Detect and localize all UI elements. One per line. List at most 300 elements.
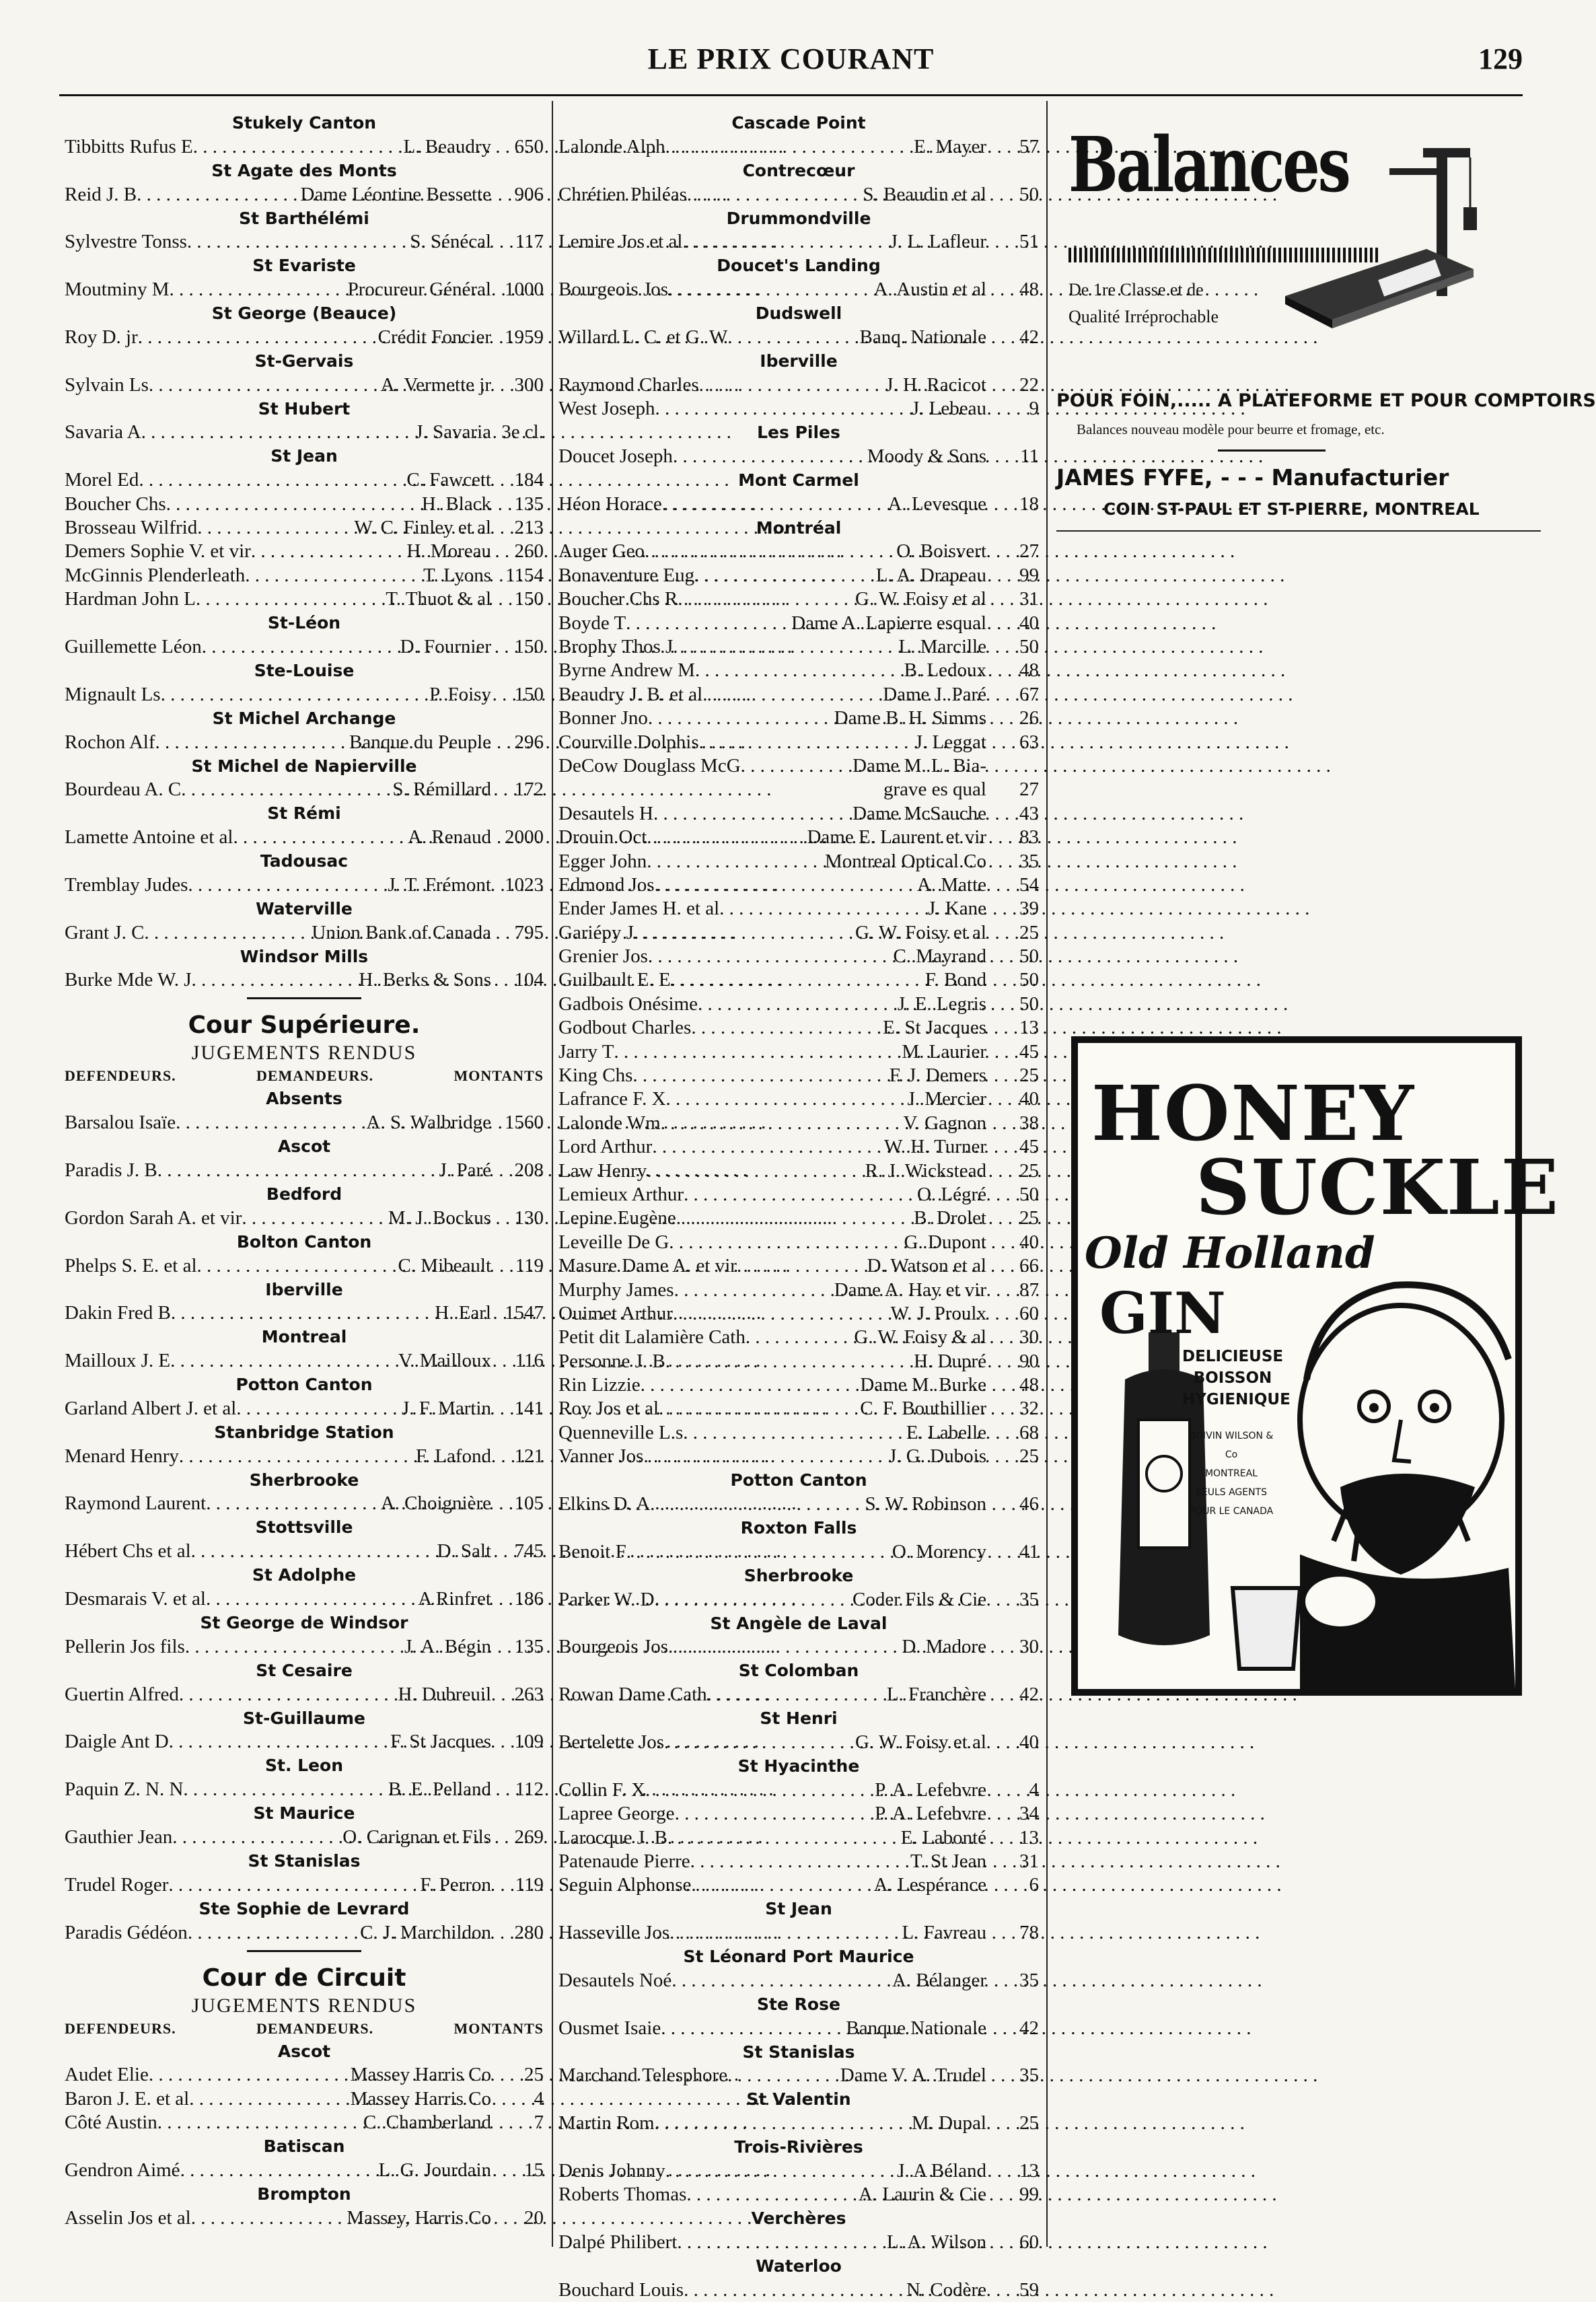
defendant-name: Savaria A xyxy=(65,421,141,443)
place-heading: Ascot xyxy=(277,1137,331,1157)
judgment-row xyxy=(558,1135,1039,1159)
amount: 35 xyxy=(1019,2064,1039,2087)
header-defendants: DEFENDEURS. xyxy=(65,2019,176,2037)
plaintiff-name: P. Foisy xyxy=(429,683,491,705)
plaintiff-name: Dame M. L. Bia- xyxy=(853,754,986,777)
amount: 38 xyxy=(1019,1112,1039,1134)
amount: 1560 xyxy=(505,1112,544,1134)
defendant-name: Seguin Alphonse xyxy=(558,1874,692,1896)
plaintiff-name: D. Salt xyxy=(437,1540,491,1562)
place-heading: Bolton Canton xyxy=(236,1231,372,1252)
judgments-list xyxy=(65,2040,544,2230)
place-heading: Potton Canton xyxy=(235,1375,373,1395)
dot-leader xyxy=(179,1683,398,1706)
dot-leader xyxy=(668,278,873,301)
defendant-name: Roberts Thomas xyxy=(558,2184,687,2206)
defendant-name: Jarry T xyxy=(558,1040,614,1063)
defendant-name: Asselin Jos et al xyxy=(65,2206,191,2229)
amount: 745 xyxy=(514,1540,544,1562)
plaintiff-name: S. W. Robinson xyxy=(865,1493,986,1515)
dot-leader xyxy=(669,1231,904,1254)
plaintiff-name: W. H. Turner xyxy=(883,1136,986,1158)
plaintiff-name: C. Mayrand xyxy=(893,945,986,968)
judgment-row xyxy=(65,278,544,301)
defendant-name: Lalonde Wm xyxy=(558,1112,661,1134)
plaintiff-name: E. Labonté xyxy=(900,1826,986,1848)
defendant-name: Bertelette Jos xyxy=(558,1731,665,1753)
place-heading: St Colomban xyxy=(738,1661,859,1681)
defendant-name: Gariépy J xyxy=(558,921,634,943)
plaintiff-name: G. W. Foisy et al xyxy=(855,588,986,610)
judgment-row xyxy=(558,921,1039,944)
dot-leader xyxy=(687,183,863,207)
judgment-row xyxy=(558,659,1039,682)
defendant-name: Côté Austin xyxy=(65,2112,157,2134)
dot-leader xyxy=(665,135,914,159)
dot-leader xyxy=(193,135,404,159)
defendant-name: Pellerin Jos fils xyxy=(65,1635,185,1657)
plaintiff-name: L. Favreau xyxy=(902,1922,986,1944)
judgment-row xyxy=(558,1683,1039,1706)
defendant-name: Law Henry xyxy=(558,1159,647,1182)
plaintiff-name: L. Franchère xyxy=(886,1684,986,1706)
amount: 1959 xyxy=(505,326,544,348)
judgment-row xyxy=(558,1873,1039,1897)
amount: 15 xyxy=(524,2159,544,2181)
dot-leader xyxy=(161,683,430,707)
defendant-name: Dakin Fred B xyxy=(65,1302,171,1324)
place-heading: Iberville xyxy=(760,351,838,371)
dot-leader xyxy=(655,873,917,897)
court-title: Cour de Circuit xyxy=(202,1964,406,1992)
judgment-row xyxy=(558,492,1039,515)
amount: 26 xyxy=(1019,707,1039,729)
dot-leader xyxy=(137,183,300,207)
judgment-row xyxy=(65,682,544,706)
place-heading: St George de Windsor xyxy=(200,1613,408,1633)
dot-leader xyxy=(676,1207,914,1230)
judgment-row xyxy=(558,1826,1039,1849)
plaintiff-name: Montreal Optical Co xyxy=(824,850,986,872)
place-heading: St-Guillaume xyxy=(242,1708,366,1728)
place-heading: Mont Carmel xyxy=(738,470,859,490)
judgment-row xyxy=(558,1040,1039,1063)
plaintiff-name: O. Carignan et Fils xyxy=(342,1826,491,1848)
dot-leader xyxy=(698,993,898,1016)
amount: 13 xyxy=(1019,1017,1039,1039)
plaintiff-name: A. Choignière xyxy=(380,1492,491,1515)
defendant-name: Hardman John L xyxy=(65,588,196,610)
court-title: Cour Supérieure. xyxy=(188,1011,421,1040)
place-heading: St Michel de Napierville xyxy=(191,756,417,776)
amount: 9 xyxy=(1029,398,1039,420)
judgment-row xyxy=(558,945,1039,968)
amount: 269 xyxy=(514,1826,544,1848)
defendant-name: Willard L. C. et G. W xyxy=(558,326,728,348)
judgment-row xyxy=(558,1850,1039,1873)
place-heading: Montréal xyxy=(756,517,842,538)
dot-leader xyxy=(641,1373,861,1397)
plaintiff-name: Banque du Peuple xyxy=(349,731,491,753)
plaintiff-name: Dame A. Hay et vir xyxy=(834,1279,986,1301)
amount: 60 xyxy=(1019,2231,1039,2254)
place-heading: Les Piles xyxy=(757,423,840,443)
judgment-row xyxy=(65,1254,544,1277)
plaintiff-name: A. Levesque xyxy=(887,493,986,515)
defendant-name: Petit dit Lalamière Cath xyxy=(558,1326,746,1348)
dot-leader xyxy=(672,1969,892,1992)
ad-text: POUR FOIN,..... A PLATEFORME ET POUR COMPTOIRS xyxy=(1056,390,1596,411)
defendant-name: Collin F. X xyxy=(558,1778,646,1801)
defendant-name: Lafrance F. X xyxy=(558,1088,666,1110)
dot-leader xyxy=(699,731,915,754)
judgment-row xyxy=(558,2016,1039,2040)
amount: 150 xyxy=(514,588,544,610)
amount: 66 xyxy=(1019,1255,1039,1277)
amount: 87 xyxy=(1019,1279,1039,1301)
ad-tagline-line: BOISSON xyxy=(1193,1369,1272,1387)
plaintiff-name: J. A Béland xyxy=(897,2159,986,2182)
defendant-name: Ouimet Arthur xyxy=(558,1302,673,1324)
dot-leader xyxy=(172,1826,342,1849)
ad-rule xyxy=(1218,449,1326,452)
judgment-row xyxy=(65,182,544,206)
ad-agent-line: SEULS AGENTS POUR LE CANADA xyxy=(1189,1487,1274,1517)
judgment-row xyxy=(558,992,1039,1015)
ad-product-name: Old Holland xyxy=(1085,1228,1375,1279)
place-heading: St Maurice xyxy=(253,1803,355,1824)
defendant-name: Gadbois Onésime xyxy=(558,993,698,1015)
amount: 4 xyxy=(1029,1778,1039,1801)
place-heading: Stottsville xyxy=(255,1517,353,1538)
place-heading: Batiscan xyxy=(263,2136,345,2157)
plaintiff-name: S. Beaudin et al xyxy=(863,183,986,205)
place-heading: Montreal xyxy=(261,1327,347,1347)
defendant-name: Gordon Sarah A. et vir xyxy=(65,1207,242,1229)
defendant-name: Quenneville L.s xyxy=(558,1421,684,1443)
amount: 39 xyxy=(1019,898,1039,920)
ad-rule xyxy=(1056,530,1541,532)
dot-leader xyxy=(664,1731,855,1754)
amount: 60 xyxy=(1019,1302,1039,1324)
header-plaintiffs: DEMANDEURS. xyxy=(256,1067,374,1085)
judgment-row xyxy=(65,421,544,444)
plaintiff-name: H. Black xyxy=(421,493,491,515)
dot-leader xyxy=(659,1397,860,1420)
dot-leader xyxy=(626,612,791,635)
judgment-row xyxy=(65,1730,544,1754)
judgment-row xyxy=(558,563,1039,587)
defendant-name: Bonner Jno xyxy=(558,707,648,729)
amount: 11 xyxy=(1020,445,1039,467)
judgment-row xyxy=(65,563,544,587)
defendant-name: Lamette Antoine et al xyxy=(65,826,233,849)
judgment-row xyxy=(65,1540,544,1563)
dot-leader xyxy=(168,1873,420,1897)
judgment-row xyxy=(558,635,1039,659)
dot-leader xyxy=(702,683,883,707)
plaintiff-name: F. Bond xyxy=(924,969,986,991)
dot-leader xyxy=(191,2206,347,2230)
dot-leader xyxy=(673,1302,891,1326)
amount: 1023 xyxy=(505,873,544,896)
plaintiff-name: O. Boisvert xyxy=(896,540,986,563)
dot-leader xyxy=(674,1279,834,1302)
defendant-name: Daigle Ant D xyxy=(65,1731,169,1753)
column-headers xyxy=(65,1065,544,1087)
judgment-row xyxy=(65,2206,544,2229)
plaintiff-name: grave es qual xyxy=(883,779,986,801)
defendant-name: Bourgeois Jos xyxy=(558,1636,669,1658)
judgment-row xyxy=(65,516,544,540)
dot-leader xyxy=(647,826,807,849)
dot-leader xyxy=(233,826,408,849)
defendant-name: Grant J. C xyxy=(65,921,145,943)
dot-leader xyxy=(169,1730,390,1754)
amount: 104 xyxy=(514,969,544,991)
place-heading: Stanbridge Station xyxy=(214,1422,394,1442)
dot-leader xyxy=(149,2063,351,2087)
plaintiff-name: M. Laurier xyxy=(902,1040,986,1063)
place-heading: St-Gervais xyxy=(254,351,354,371)
judgment-row xyxy=(65,587,544,611)
defendant-name: Grenier Jos xyxy=(558,945,648,968)
judgment-row xyxy=(558,1397,1039,1420)
plaintiff-name: J. F. Martin xyxy=(401,1397,491,1419)
dot-leader xyxy=(157,1159,439,1182)
place-heading: Brompton xyxy=(257,2184,351,2204)
judgment-row xyxy=(65,1444,544,1468)
dot-leader xyxy=(645,1778,875,1802)
defendant-name: Boucher Chs xyxy=(65,493,166,515)
judgment-row xyxy=(558,873,1039,897)
judgment-row xyxy=(65,778,544,801)
amount: 25 xyxy=(1019,1445,1039,1468)
amount: 46 xyxy=(1019,1493,1039,1515)
judgment-row xyxy=(558,2278,1039,2302)
plaintiff-name: M. J. Bockus xyxy=(388,1207,491,1229)
dot-leader xyxy=(682,230,890,254)
amount: 263 xyxy=(514,1683,544,1705)
dot-leader xyxy=(665,1350,914,1373)
plaintiff-name: J. Leggat xyxy=(914,731,986,753)
plaintiff-name: J. Paré xyxy=(439,1159,491,1182)
page-header xyxy=(59,42,1523,89)
plaintiff-name: W. C. Finley et al xyxy=(354,517,491,539)
amount: 50 xyxy=(1019,969,1039,991)
plaintiff-name: L. G. Jourdain xyxy=(378,2159,491,2181)
place-heading: Sherbrooke xyxy=(743,1565,854,1585)
plaintiff-name: Coder Fils & Cie xyxy=(853,1588,986,1610)
plaintiff-name: C. F. Bouthillier xyxy=(860,1398,986,1420)
amount: 40 xyxy=(1019,612,1039,634)
judgment-row xyxy=(558,754,1039,778)
defendant-name: Masure Dame A. et vir xyxy=(558,1255,737,1277)
plaintiff-name: F. St Jacques xyxy=(390,1731,491,1753)
judgment-row xyxy=(558,1111,1039,1135)
plaintiff-name: O. Légré xyxy=(916,1183,986,1205)
judgment-row xyxy=(65,635,544,659)
column-headers xyxy=(65,2018,544,2040)
place-heading: St Michel Archange xyxy=(212,708,396,728)
place-heading: Drummondville xyxy=(726,208,871,228)
amount: 3e cl. xyxy=(501,421,544,443)
amount: 83 xyxy=(1019,826,1039,849)
plaintiff-name: A Rinfret xyxy=(418,1588,491,1610)
plaintiff-name: Moody & Sons xyxy=(867,445,986,467)
place-heading: Waterloo xyxy=(756,2256,842,2276)
dot-leader xyxy=(677,2231,886,2254)
defendant-name: Boyde T xyxy=(558,612,626,634)
honeysuckle-gin-advertisement xyxy=(1071,1036,1560,1696)
defendant-name: Lemire Jos et al xyxy=(558,231,683,253)
dot-leader xyxy=(170,278,348,301)
defendant-name: Bourgeois Jos xyxy=(558,279,669,301)
judgment-row xyxy=(558,230,1039,254)
place-heading: St Barthélémi xyxy=(239,208,369,228)
plaintiff-name: G. W. Foisy et al xyxy=(855,1731,986,1753)
plaintiff-name: Crédit Foncier xyxy=(377,326,491,348)
amount: 20 xyxy=(524,2206,544,2229)
plaintiff-name: J. Savaria xyxy=(415,421,491,443)
judgment-row xyxy=(65,1682,544,1706)
dot-leader xyxy=(645,540,896,563)
plaintiff-name: J. E. Legris xyxy=(897,993,986,1015)
plaintiff-name: E. St Jacques xyxy=(883,1017,986,1039)
amount: 31 xyxy=(1019,588,1039,610)
defendant-name: Menard Henry xyxy=(65,1445,179,1467)
place-heading: Potton Canton xyxy=(730,1470,867,1490)
amount: 13 xyxy=(1019,2159,1039,2182)
page-number: 129 xyxy=(1478,42,1523,75)
amount: 119 xyxy=(515,1254,544,1276)
amount: 30 xyxy=(1019,1636,1039,1658)
dot-leader xyxy=(614,1040,902,1064)
judgment-row xyxy=(65,1301,544,1325)
amount: 50 xyxy=(1019,183,1039,205)
judgment-row xyxy=(65,1778,544,1801)
dot-leader xyxy=(188,873,388,897)
place-heading: St Evariste xyxy=(252,256,356,276)
defendant-name: Lemieux Arthur xyxy=(558,1183,684,1205)
amount: 63 xyxy=(1019,731,1039,753)
dot-leader xyxy=(170,1349,398,1373)
balances-advertisement xyxy=(1056,108,1596,552)
judgment-row xyxy=(65,2063,544,2087)
place-heading: St Rémi xyxy=(267,803,341,824)
plaintiff-name: S. Sénécal xyxy=(410,231,491,253)
amount: 300 xyxy=(514,373,544,396)
amount: 150 xyxy=(514,683,544,705)
dot-leader xyxy=(675,1802,875,1826)
judgments-list xyxy=(65,111,544,992)
column-left xyxy=(65,111,544,2230)
plaintiff-name: D. Watson et al xyxy=(867,1255,986,1277)
defendant-name: Mignault Ls xyxy=(65,683,161,705)
defendant-name: Baron J. E. et al xyxy=(65,2087,190,2110)
place-heading: Bedford xyxy=(266,1184,342,1204)
place-heading: Dudswell xyxy=(755,303,842,324)
dot-leader xyxy=(719,897,928,921)
dot-leader xyxy=(196,587,386,611)
judgment-row xyxy=(65,540,544,563)
defendant-name: Boucher Chs R xyxy=(558,588,678,610)
amount: 795 xyxy=(514,921,544,943)
amount: 50 xyxy=(1019,1183,1039,1205)
dot-leader xyxy=(141,421,416,444)
judgment-row xyxy=(558,2183,1039,2206)
dot-leader xyxy=(236,1397,402,1420)
plaintiff-name: M. Dupal xyxy=(911,2112,986,2134)
judgment-row xyxy=(65,968,544,992)
dot-leader xyxy=(185,1635,404,1659)
defendant-name: Patenaude Pierre xyxy=(558,1850,690,1872)
place-heading: St George (Beauce) xyxy=(211,303,397,324)
amount: 35 xyxy=(1019,850,1039,872)
dot-leader xyxy=(661,2017,846,2040)
judgments-list xyxy=(558,111,1039,2302)
scale-illustration xyxy=(1278,128,1480,330)
amount: 40 xyxy=(1019,1731,1039,1753)
dot-leader xyxy=(691,1016,883,1040)
dot-leader xyxy=(647,850,825,873)
header-plaintiffs: DEMANDEURS. xyxy=(256,2019,374,2037)
plaintiff-name: Massey Harris Co xyxy=(350,2087,491,2110)
plaintiff-name: D. Madore xyxy=(902,1636,986,1658)
judgment-row xyxy=(558,1016,1039,1040)
defendant-name: Murphy James xyxy=(558,1279,674,1301)
defendant-name: Bonaventure Eug xyxy=(558,564,695,586)
ad-address: COIN ST-PAUL ET ST-PIERRE, MONTREAL xyxy=(1103,499,1480,519)
amount: 25 xyxy=(1019,2112,1039,2134)
defendant-name: Martin Rom xyxy=(558,2112,655,2134)
plaintiff-name: J. Lebeau xyxy=(911,398,986,420)
dot-leader xyxy=(650,1492,865,1516)
dot-leader xyxy=(206,1587,418,1611)
plaintiff-name: T. St Jean xyxy=(910,1850,986,1872)
plaintiff-name: Massey Harris Co xyxy=(350,2064,491,2086)
amount: 25 xyxy=(1019,1065,1039,1087)
dot-leader xyxy=(144,921,312,945)
judgment-row xyxy=(558,373,1039,396)
amount: 1000 xyxy=(505,279,544,301)
amount: 18 xyxy=(1019,493,1039,515)
judgment-row xyxy=(65,135,544,158)
amount: 1154 xyxy=(505,564,544,586)
judgment-row xyxy=(65,1349,544,1373)
defendant-name: Brophy Thos J xyxy=(558,635,674,657)
dot-leader xyxy=(632,1064,889,1087)
amount: 57 xyxy=(1019,135,1039,157)
dot-leader xyxy=(188,1921,360,1945)
judgment-row xyxy=(65,921,544,944)
dot-leader xyxy=(684,1183,917,1207)
defendant-name: Edmond Jos xyxy=(558,873,655,896)
defendant-name: Moutminy M xyxy=(65,279,170,301)
plaintiff-name: Dame E. Laurent et vir xyxy=(807,826,986,849)
dot-leader xyxy=(665,2159,897,2183)
judgment-row xyxy=(558,540,1039,563)
plaintiff-name: G. Dupont xyxy=(904,1231,986,1253)
amount: 45 xyxy=(1019,1040,1039,1063)
dot-leader xyxy=(662,493,888,516)
amount: 31 xyxy=(1019,1850,1039,1872)
amount: 27 xyxy=(1019,540,1039,563)
dot-leader xyxy=(179,1445,416,1468)
place-heading: St Léonard Port Maurice xyxy=(683,1947,914,1967)
judgment-row xyxy=(558,2064,1039,2087)
place-heading: Sherbrooke xyxy=(249,1470,359,1490)
